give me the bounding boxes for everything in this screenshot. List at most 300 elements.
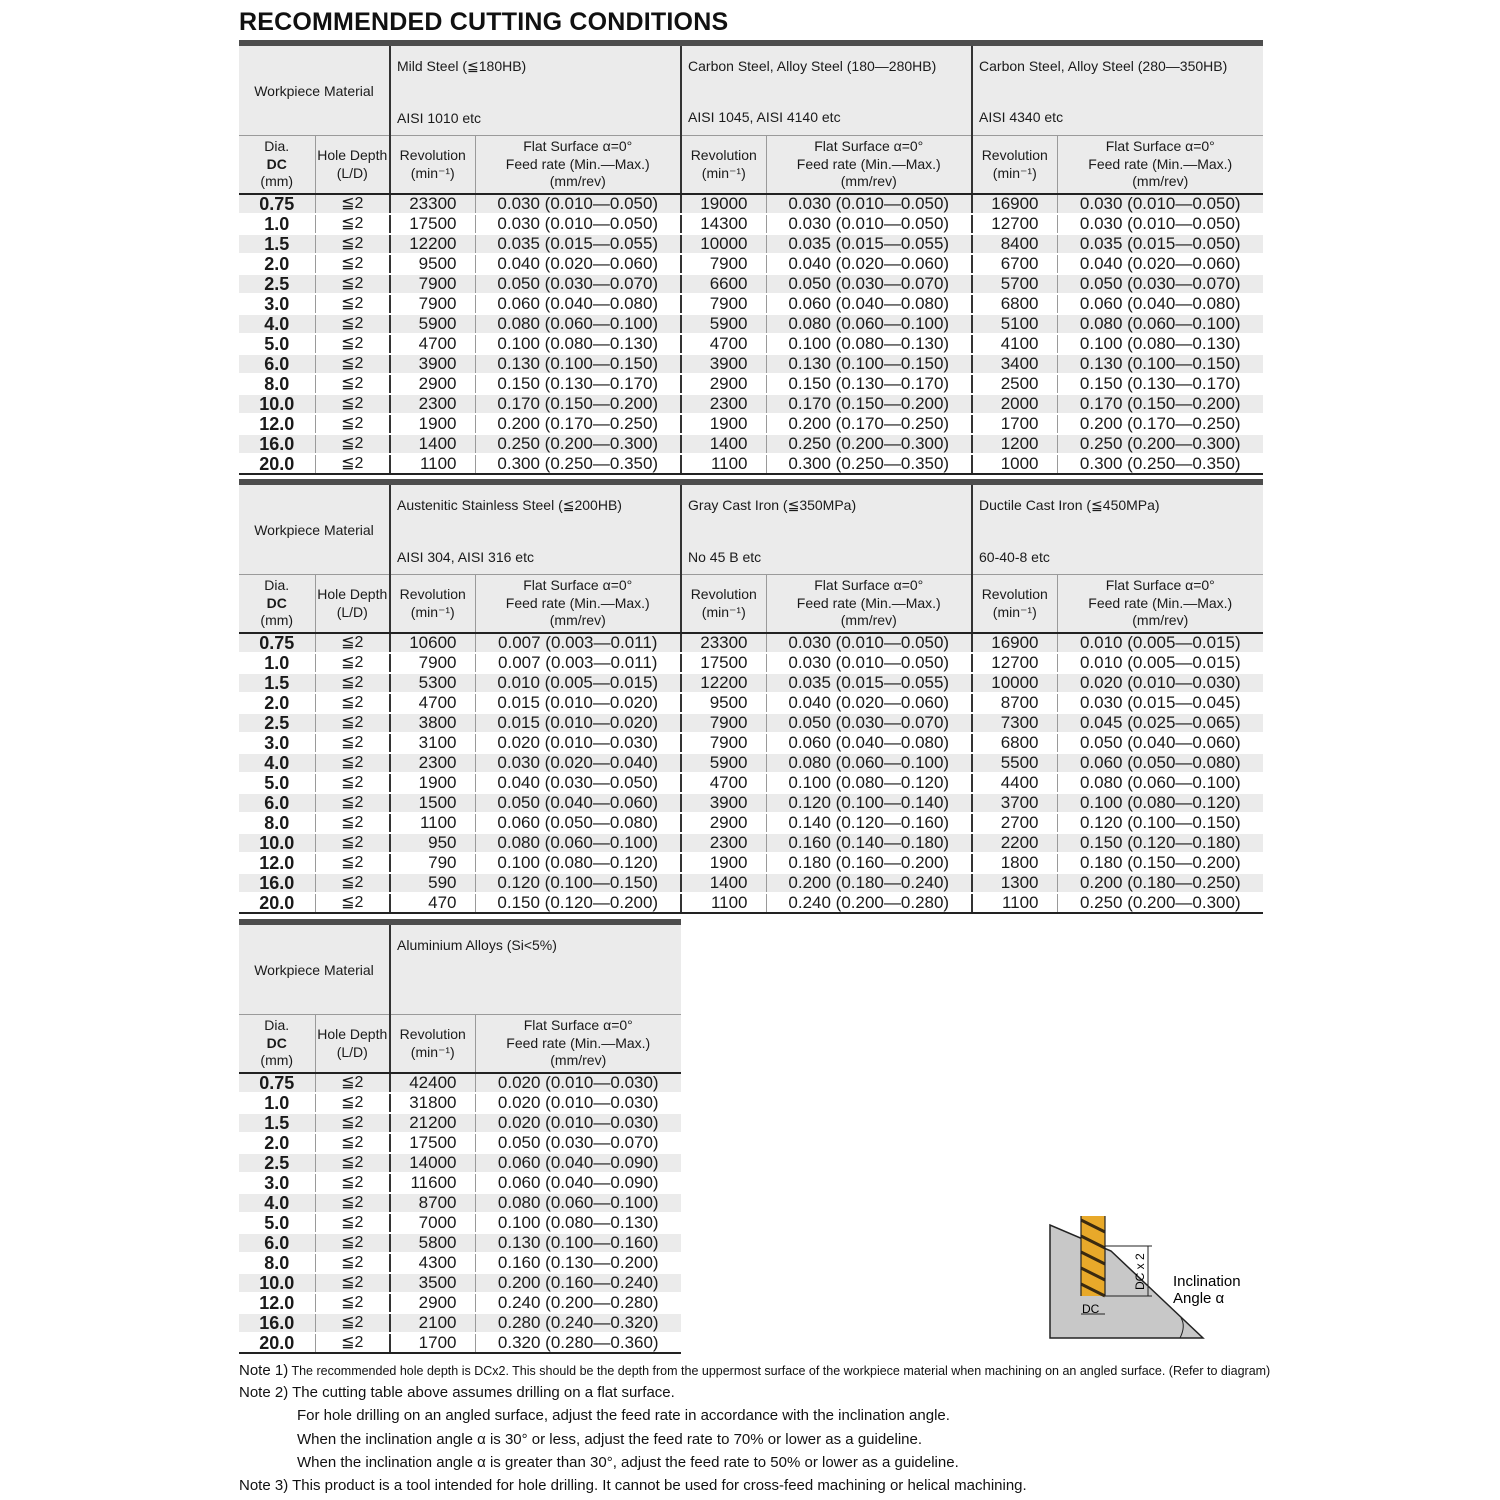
hole-depth-cell: ≦2 bbox=[315, 833, 390, 853]
dia-header bbox=[239, 136, 315, 195]
cutting-table-1 bbox=[239, 40, 1263, 475]
table-row bbox=[239, 454, 1263, 474]
feed-rate-cell: 0.080 (0.060—0.100) bbox=[766, 314, 972, 334]
dia-header-1: Dia. bbox=[264, 138, 290, 155]
note-1-text: The recommended hole depth is DCx2. This should be the depth from the uppermost surface of the workpiece material when machining on an angled surface. (Refer to diagram) bbox=[291, 1364, 1271, 1378]
feed-header-1: Flat Surface α=0° bbox=[523, 577, 633, 594]
material-name: Carbon Steel, Alloy Steel (280—350HB) bbox=[979, 58, 1228, 74]
revolution-cell: 8700 bbox=[972, 693, 1057, 713]
diameter-cell: 4.0 bbox=[239, 314, 315, 334]
revolution-cell: 4700 bbox=[390, 693, 475, 713]
feed-rate-cell: 0.240 (0.200—0.280) bbox=[766, 893, 972, 913]
feed-rate-cell: 0.020 (0.010—0.030) bbox=[475, 1093, 681, 1113]
revolution-cell: 3800 bbox=[390, 713, 475, 733]
workpiece-material-label: Workpiece Material bbox=[239, 922, 390, 1015]
diameter-cell: 4.0 bbox=[239, 753, 315, 773]
feed-header-2: Feed rate (Min.—Max.) bbox=[506, 1034, 651, 1051]
revolution-cell: 7900 bbox=[681, 733, 766, 753]
revolution-cell: 790 bbox=[390, 853, 475, 873]
feed-rate-cell: 0.180 (0.160—0.200) bbox=[766, 853, 972, 873]
revolution-cell: 2000 bbox=[972, 394, 1057, 414]
table-row bbox=[239, 1273, 681, 1293]
revolution-cell: 23300 bbox=[681, 633, 766, 653]
revolution-cell: 7900 bbox=[390, 294, 475, 314]
revolution-header-1: Revolution bbox=[981, 586, 1048, 602]
feed-rate-cell: 0.100 (0.080—0.130) bbox=[475, 1213, 681, 1233]
feed-header-2: Feed rate (Min.—Max.) bbox=[505, 594, 650, 611]
feed-rate-cell: 0.280 (0.240—0.320) bbox=[475, 1313, 681, 1333]
feed-rate-cell: 0.050 (0.040—0.060) bbox=[1057, 733, 1263, 753]
dia-header-3: (mm) bbox=[260, 1052, 294, 1069]
revolution-header-1: Revolution bbox=[981, 147, 1048, 163]
revolution-header-2: (min⁻¹) bbox=[992, 603, 1037, 620]
revolution-cell: 12700 bbox=[972, 653, 1057, 673]
drill-body bbox=[1081, 1216, 1105, 1296]
feed-header bbox=[475, 575, 681, 634]
feed-rate-cell: 0.170 (0.150—0.200) bbox=[1057, 394, 1263, 414]
feed-rate-cell: 0.040 (0.020—0.060) bbox=[1057, 254, 1263, 274]
note-2-line-3: When the inclination angle α is 30° or less, adjust the feed rate to 70% or lower as a guideline. bbox=[297, 1431, 923, 1448]
hole-depth-cell: ≦2 bbox=[315, 294, 390, 314]
revolution-cell: 4300 bbox=[390, 1253, 475, 1273]
feed-rate-cell: 0.040 (0.030—0.050) bbox=[475, 773, 681, 793]
table-row bbox=[239, 1193, 681, 1213]
feed-rate-cell: 0.007 (0.003—0.011) bbox=[475, 633, 681, 653]
revolution-cell: 2300 bbox=[390, 753, 475, 773]
feed-header-2: Feed rate (Min.—Max.) bbox=[796, 155, 941, 172]
diameter-cell: 2.5 bbox=[239, 274, 315, 294]
inclination-label-1: Inclination bbox=[1173, 1273, 1241, 1290]
feed-rate-cell: 0.060 (0.050—0.080) bbox=[1057, 753, 1263, 773]
diameter-cell: 8.0 bbox=[239, 374, 315, 394]
diameter-cell: 20.0 bbox=[239, 454, 315, 474]
revolution-cell: 12200 bbox=[390, 234, 475, 254]
feed-rate-cell: 0.150 (0.130—0.170) bbox=[475, 374, 681, 394]
revolution-cell: 31800 bbox=[390, 1093, 475, 1113]
feed-rate-cell: 0.030 (0.015—0.045) bbox=[1057, 693, 1263, 713]
material-name: Carbon Steel, Alloy Steel (180—280HB) bbox=[688, 58, 937, 74]
revolution-cell: 2300 bbox=[681, 833, 766, 853]
revolution-cell: 4700 bbox=[390, 334, 475, 354]
dc-label: DC bbox=[1082, 1302, 1100, 1316]
diameter-cell: 0.75 bbox=[239, 194, 315, 214]
material-cell bbox=[972, 482, 1263, 575]
feed-rate-cell: 0.015 (0.010—0.020) bbox=[475, 693, 681, 713]
table-row bbox=[239, 713, 1263, 733]
revolution-cell: 2900 bbox=[681, 813, 766, 833]
table-row bbox=[239, 733, 1263, 753]
note-1 bbox=[239, 1362, 1270, 1379]
revolution-cell: 470 bbox=[390, 893, 475, 913]
revolution-cell: 5900 bbox=[390, 314, 475, 334]
material-examples: AISI 4340 etc bbox=[979, 109, 1064, 125]
feed-header bbox=[766, 575, 972, 634]
material-cell bbox=[390, 43, 681, 136]
note-3-label: Note 3) bbox=[239, 1477, 289, 1494]
table-row bbox=[239, 633, 1263, 653]
dia-header-2: DC bbox=[266, 594, 287, 611]
revolution-cell: 7000 bbox=[390, 1213, 475, 1233]
feed-rate-cell: 0.150 (0.130—0.170) bbox=[766, 374, 972, 394]
feed-rate-cell: 0.200 (0.170—0.250) bbox=[475, 414, 681, 434]
revolution-cell: 19000 bbox=[681, 194, 766, 214]
diameter-cell: 0.75 bbox=[239, 633, 315, 653]
diameter-cell: 5.0 bbox=[239, 334, 315, 354]
feed-rate-cell: 0.130 (0.100—0.150) bbox=[1057, 354, 1263, 374]
feed-rate-cell: 0.060 (0.040—0.080) bbox=[475, 294, 681, 314]
diameter-cell: 2.5 bbox=[239, 1153, 315, 1173]
dia-header-2: DC bbox=[266, 155, 287, 172]
revolution-cell: 7900 bbox=[390, 653, 475, 673]
revolution-cell: 1100 bbox=[681, 893, 766, 913]
diameter-cell: 2.5 bbox=[239, 713, 315, 733]
feed-rate-cell: 0.150 (0.120—0.200) bbox=[475, 893, 681, 913]
revolution-cell: 17500 bbox=[390, 214, 475, 234]
diameter-cell: 5.0 bbox=[239, 773, 315, 793]
note-3 bbox=[239, 1477, 1027, 1494]
feed-rate-cell: 0.035 (0.015—0.055) bbox=[766, 673, 972, 693]
feed-rate-cell: 0.200 (0.160—0.240) bbox=[475, 1273, 681, 1293]
material-name: Austenitic Stainless Steel (≦200HB) bbox=[397, 497, 622, 513]
revolution-header bbox=[390, 575, 475, 634]
material-examples: AISI 1045, AISI 4140 etc bbox=[688, 109, 841, 125]
revolution-header-1: Revolution bbox=[399, 1026, 466, 1042]
diameter-cell: 1.0 bbox=[239, 653, 315, 673]
table-row bbox=[239, 1133, 681, 1153]
revolution-header bbox=[972, 575, 1057, 634]
table-row bbox=[239, 653, 1263, 673]
feed-header-2: Feed rate (Min.—Max.) bbox=[505, 155, 650, 172]
feed-rate-cell: 0.120 (0.100—0.150) bbox=[1057, 813, 1263, 833]
hole-depth-cell: ≦2 bbox=[315, 454, 390, 474]
revolution-cell: 1100 bbox=[390, 813, 475, 833]
hole-depth-cell: ≦2 bbox=[315, 394, 390, 414]
diameter-cell: 3.0 bbox=[239, 733, 315, 753]
revolution-header bbox=[681, 136, 766, 195]
revolution-cell: 950 bbox=[390, 833, 475, 853]
table-row bbox=[239, 1313, 681, 1333]
revolution-cell: 3700 bbox=[972, 793, 1057, 813]
feed-rate-cell: 0.060 (0.040—0.080) bbox=[1057, 294, 1263, 314]
revolution-cell: 2900 bbox=[390, 1293, 475, 1313]
table-row bbox=[239, 374, 1263, 394]
diameter-cell: 16.0 bbox=[239, 1313, 315, 1333]
feed-header-2: Feed rate (Min.—Max.) bbox=[1088, 155, 1233, 172]
hole-depth-header-1: Hole Depth bbox=[317, 1026, 388, 1042]
dia-header-2: DC bbox=[266, 1034, 287, 1051]
revolution-cell: 2900 bbox=[681, 374, 766, 394]
hole-depth-cell: ≦2 bbox=[315, 1073, 390, 1093]
feed-rate-cell: 0.030 (0.010—0.050) bbox=[1057, 194, 1263, 214]
feed-rate-cell: 0.200 (0.170—0.250) bbox=[1057, 414, 1263, 434]
table-row bbox=[239, 334, 1263, 354]
table-row bbox=[239, 414, 1263, 434]
diameter-cell: 4.0 bbox=[239, 1193, 315, 1213]
hole-depth-cell: ≦2 bbox=[315, 753, 390, 773]
table-row bbox=[239, 693, 1263, 713]
feed-rate-cell: 0.300 (0.250—0.350) bbox=[766, 454, 972, 474]
feed-rate-cell: 0.200 (0.180—0.240) bbox=[766, 873, 972, 893]
hole-depth-header-2: (L/D) bbox=[336, 603, 368, 620]
revolution-cell: 4100 bbox=[972, 334, 1057, 354]
feed-rate-cell: 0.060 (0.040—0.090) bbox=[475, 1173, 681, 1193]
hole-depth-cell: ≦2 bbox=[315, 334, 390, 354]
revolution-cell: 6600 bbox=[681, 274, 766, 294]
hole-depth-cell: ≦2 bbox=[315, 893, 390, 913]
diameter-cell: 8.0 bbox=[239, 813, 315, 833]
revolution-cell: 1200 bbox=[972, 434, 1057, 454]
revolution-cell: 7900 bbox=[390, 274, 475, 294]
revolution-cell: 17500 bbox=[390, 1133, 475, 1153]
feed-rate-cell: 0.050 (0.030—0.070) bbox=[475, 274, 681, 294]
feed-rate-cell: 0.030 (0.010—0.050) bbox=[766, 633, 972, 653]
revolution-cell: 1900 bbox=[681, 853, 766, 873]
hole-depth-cell: ≦2 bbox=[315, 633, 390, 653]
feed-rate-cell: 0.020 (0.010—0.030) bbox=[475, 733, 681, 753]
feed-rate-cell: 0.080 (0.060—0.100) bbox=[1057, 314, 1263, 334]
note-2-line-2: For hole drilling on an angled surface, adjust the feed rate in accordance with the inclination angle. bbox=[297, 1407, 950, 1424]
revolution-cell: 17500 bbox=[681, 653, 766, 673]
feed-rate-cell: 0.300 (0.250—0.350) bbox=[1057, 454, 1263, 474]
table-row bbox=[239, 793, 1263, 813]
cutting-table-2 bbox=[239, 479, 1263, 914]
revolution-header-2: (min⁻¹) bbox=[410, 164, 455, 181]
hole-depth-cell: ≦2 bbox=[315, 254, 390, 274]
inclination-label-2: Angle α bbox=[1173, 1290, 1225, 1307]
revolution-cell: 6800 bbox=[972, 733, 1057, 753]
revolution-cell: 10600 bbox=[390, 633, 475, 653]
revolution-cell: 1400 bbox=[390, 434, 475, 454]
feed-rate-cell: 0.080 (0.060—0.100) bbox=[475, 314, 681, 334]
hole-depth-cell: ≦2 bbox=[315, 354, 390, 374]
feed-rate-cell: 0.030 (0.010—0.050) bbox=[766, 653, 972, 673]
feed-rate-cell: 0.020 (0.010—0.030) bbox=[1057, 673, 1263, 693]
hole-depth-header bbox=[315, 1015, 390, 1074]
diameter-cell: 2.0 bbox=[239, 254, 315, 274]
diameter-cell: 3.0 bbox=[239, 1173, 315, 1193]
feed-rate-cell: 0.030 (0.010—0.050) bbox=[1057, 214, 1263, 234]
hole-depth-cell: ≦2 bbox=[315, 1253, 390, 1273]
revolution-cell: 4400 bbox=[972, 773, 1057, 793]
revolution-cell: 3900 bbox=[390, 354, 475, 374]
note-2 bbox=[239, 1384, 675, 1401]
hole-depth-header bbox=[315, 575, 390, 634]
hole-depth-cell: ≦2 bbox=[315, 1233, 390, 1253]
hole-depth-cell: ≦2 bbox=[315, 1293, 390, 1313]
hole-depth-cell: ≦2 bbox=[315, 374, 390, 394]
feed-header-3: (mm/rev) bbox=[1132, 612, 1189, 629]
note-2-label: Note 2) bbox=[239, 1384, 289, 1401]
hole-depth-cell: ≦2 bbox=[315, 314, 390, 334]
table-row bbox=[239, 1153, 681, 1173]
feed-rate-cell: 0.240 (0.200—0.280) bbox=[475, 1293, 681, 1313]
note-2-text: The cutting table above assumes drilling on a flat surface. bbox=[292, 1384, 675, 1401]
feed-header-1: Flat Surface α=0° bbox=[1105, 138, 1215, 155]
material-cell bbox=[681, 43, 972, 136]
feed-rate-cell: 0.045 (0.025—0.065) bbox=[1057, 713, 1263, 733]
revolution-cell: 6700 bbox=[972, 254, 1057, 274]
revolution-cell: 23300 bbox=[390, 194, 475, 214]
feed-rate-cell: 0.130 (0.100—0.160) bbox=[475, 1233, 681, 1253]
feed-header-1: Flat Surface α=0° bbox=[523, 1017, 633, 1034]
diameter-cell: 1.5 bbox=[239, 1113, 315, 1133]
diameter-cell: 0.75 bbox=[239, 1073, 315, 1093]
revolution-header bbox=[390, 1015, 475, 1074]
revolution-cell: 5500 bbox=[972, 753, 1057, 773]
diameter-cell: 20.0 bbox=[239, 893, 315, 913]
feed-rate-cell: 0.120 (0.100—0.150) bbox=[475, 873, 681, 893]
feed-rate-cell: 0.160 (0.130—0.200) bbox=[475, 1253, 681, 1273]
hole-depth-cell: ≦2 bbox=[315, 1193, 390, 1213]
diameter-cell: 6.0 bbox=[239, 793, 315, 813]
diameter-cell: 10.0 bbox=[239, 833, 315, 853]
material-cell bbox=[390, 922, 681, 1015]
revolution-cell: 10000 bbox=[681, 234, 766, 254]
revolution-cell: 9500 bbox=[681, 693, 766, 713]
revolution-cell: 8400 bbox=[972, 234, 1057, 254]
hole-depth-cell: ≦2 bbox=[315, 1313, 390, 1333]
revolution-cell: 21200 bbox=[390, 1113, 475, 1133]
diameter-cell: 6.0 bbox=[239, 1233, 315, 1253]
workpiece-material-label: Workpiece Material bbox=[239, 482, 390, 575]
material-name: Ductile Cast Iron (≦450MPa) bbox=[979, 497, 1160, 513]
revolution-cell: 3100 bbox=[390, 733, 475, 753]
material-examples: AISI 304, AISI 316 etc bbox=[397, 549, 534, 565]
hole-depth-cell: ≦2 bbox=[315, 1213, 390, 1233]
feed-rate-cell: 0.200 (0.170—0.250) bbox=[766, 414, 972, 434]
material-name: Aluminium Alloys (Si<5%) bbox=[397, 937, 557, 953]
revolution-cell: 1900 bbox=[390, 773, 475, 793]
revolution-cell: 1900 bbox=[681, 414, 766, 434]
revolution-header bbox=[390, 136, 475, 195]
diameter-cell: 16.0 bbox=[239, 873, 315, 893]
diameter-cell: 3.0 bbox=[239, 294, 315, 314]
note-3-text: This product is a tool intended for hole drilling. It cannot be used for cross-feed machining or helical machining. bbox=[292, 1477, 1027, 1494]
revolution-header-2: (min⁻¹) bbox=[410, 603, 455, 620]
material-examples: AISI 1010 etc bbox=[397, 110, 482, 126]
dcx2-label: DC x 2 bbox=[1133, 1253, 1147, 1290]
hole-depth-cell: ≦2 bbox=[315, 194, 390, 214]
feed-rate-cell: 0.020 (0.010—0.030) bbox=[475, 1113, 681, 1133]
feed-rate-cell: 0.100 (0.080—0.120) bbox=[475, 853, 681, 873]
feed-rate-cell: 0.020 (0.010—0.030) bbox=[475, 1073, 681, 1093]
revolution-cell: 1000 bbox=[972, 454, 1057, 474]
feed-header bbox=[1057, 136, 1263, 195]
feed-header-1: Flat Surface α=0° bbox=[1105, 577, 1215, 594]
dia-header-1: Dia. bbox=[264, 1017, 290, 1034]
diameter-cell: 2.0 bbox=[239, 693, 315, 713]
revolution-cell: 5300 bbox=[390, 673, 475, 693]
table-row bbox=[239, 813, 1263, 833]
diameter-cell: 5.0 bbox=[239, 1213, 315, 1233]
material-cell bbox=[681, 482, 972, 575]
revolution-cell: 4700 bbox=[681, 773, 766, 793]
feed-rate-cell: 0.080 (0.060—0.100) bbox=[475, 1193, 681, 1213]
hole-depth-cell: ≦2 bbox=[315, 1133, 390, 1153]
revolution-cell: 7900 bbox=[681, 294, 766, 314]
feed-rate-cell: 0.100 (0.080—0.130) bbox=[475, 334, 681, 354]
revolution-cell: 11600 bbox=[390, 1173, 475, 1193]
revolution-cell: 2100 bbox=[390, 1313, 475, 1333]
diameter-cell: 6.0 bbox=[239, 354, 315, 374]
note-2-line-4: When the inclination angle α is greater than 30°, adjust the feed rate to 50% or lower as a guideline. bbox=[297, 1454, 959, 1471]
inclination-diagram bbox=[1040, 1210, 1255, 1350]
feed-rate-cell: 0.040 (0.020—0.060) bbox=[766, 254, 972, 274]
feed-rate-cell: 0.300 (0.250—0.350) bbox=[475, 454, 681, 474]
revolution-cell: 4700 bbox=[681, 334, 766, 354]
feed-header bbox=[475, 136, 681, 195]
revolution-cell: 1500 bbox=[390, 793, 475, 813]
diameter-cell: 16.0 bbox=[239, 434, 315, 454]
revolution-header-2: (min⁻¹) bbox=[410, 1043, 455, 1060]
feed-rate-cell: 0.100 (0.080—0.130) bbox=[1057, 334, 1263, 354]
hole-depth-cell: ≦2 bbox=[315, 653, 390, 673]
feed-rate-cell: 0.040 (0.020—0.060) bbox=[766, 693, 972, 713]
diameter-cell: 2.0 bbox=[239, 1133, 315, 1153]
dia-header bbox=[239, 575, 315, 634]
feed-header-3: (mm/rev) bbox=[550, 1052, 607, 1069]
revolution-cell: 590 bbox=[390, 873, 475, 893]
table-row bbox=[239, 1253, 681, 1273]
feed-rate-cell: 0.080 (0.060—0.100) bbox=[766, 753, 972, 773]
hole-depth-cell: ≦2 bbox=[315, 1153, 390, 1173]
table-row bbox=[239, 1093, 681, 1113]
workpiece-material-label: Workpiece Material bbox=[239, 43, 390, 136]
feed-rate-cell: 0.030 (0.010—0.050) bbox=[475, 194, 681, 214]
hole-depth-cell: ≦2 bbox=[315, 853, 390, 873]
hole-depth-header bbox=[315, 136, 390, 195]
revolution-cell: 3500 bbox=[390, 1273, 475, 1293]
table-row bbox=[239, 314, 1263, 334]
table-row bbox=[239, 1213, 681, 1233]
feed-header-3: (mm/rev) bbox=[1132, 173, 1189, 190]
feed-rate-cell: 0.015 (0.010—0.020) bbox=[475, 713, 681, 733]
hole-depth-cell: ≦2 bbox=[315, 813, 390, 833]
revolution-cell: 1700 bbox=[390, 1333, 475, 1353]
feed-rate-cell: 0.170 (0.150—0.200) bbox=[766, 394, 972, 414]
hole-depth-cell: ≦2 bbox=[315, 873, 390, 893]
feed-header-1: Flat Surface α=0° bbox=[814, 138, 924, 155]
revolution-cell: 1100 bbox=[390, 454, 475, 474]
table-row bbox=[239, 753, 1263, 773]
feed-header-3: (mm/rev) bbox=[840, 173, 897, 190]
dia-header-1: Dia. bbox=[264, 577, 290, 594]
revolution-cell: 2300 bbox=[681, 394, 766, 414]
revolution-cell: 2300 bbox=[390, 394, 475, 414]
feed-rate-cell: 0.080 (0.060—0.100) bbox=[475, 833, 681, 853]
feed-rate-cell: 0.140 (0.120—0.160) bbox=[766, 813, 972, 833]
revolution-cell: 12200 bbox=[681, 673, 766, 693]
revolution-cell: 1300 bbox=[972, 873, 1057, 893]
hole-depth-cell: ≦2 bbox=[315, 713, 390, 733]
diameter-cell: 1.5 bbox=[239, 673, 315, 693]
table-row bbox=[239, 254, 1263, 274]
page-title: RECOMMENDED CUTTING CONDITIONS bbox=[239, 8, 729, 36]
feed-rate-cell: 0.100 (0.080—0.120) bbox=[766, 773, 972, 793]
diameter-cell: 10.0 bbox=[239, 1273, 315, 1293]
feed-rate-cell: 0.080 (0.060—0.100) bbox=[1057, 773, 1263, 793]
revolution-cell: 9500 bbox=[390, 254, 475, 274]
feed-rate-cell: 0.035 (0.015—0.055) bbox=[475, 234, 681, 254]
hole-depth-cell: ≦2 bbox=[315, 1113, 390, 1133]
hole-depth-cell: ≦2 bbox=[315, 1333, 390, 1353]
feed-header bbox=[1057, 575, 1263, 634]
feed-rate-cell: 0.150 (0.130—0.170) bbox=[1057, 374, 1263, 394]
hole-depth-header-1: Hole Depth bbox=[317, 586, 388, 602]
revolution-header bbox=[681, 575, 766, 634]
feed-header-3: (mm/rev) bbox=[549, 612, 606, 629]
feed-rate-cell: 0.060 (0.040—0.090) bbox=[475, 1153, 681, 1173]
